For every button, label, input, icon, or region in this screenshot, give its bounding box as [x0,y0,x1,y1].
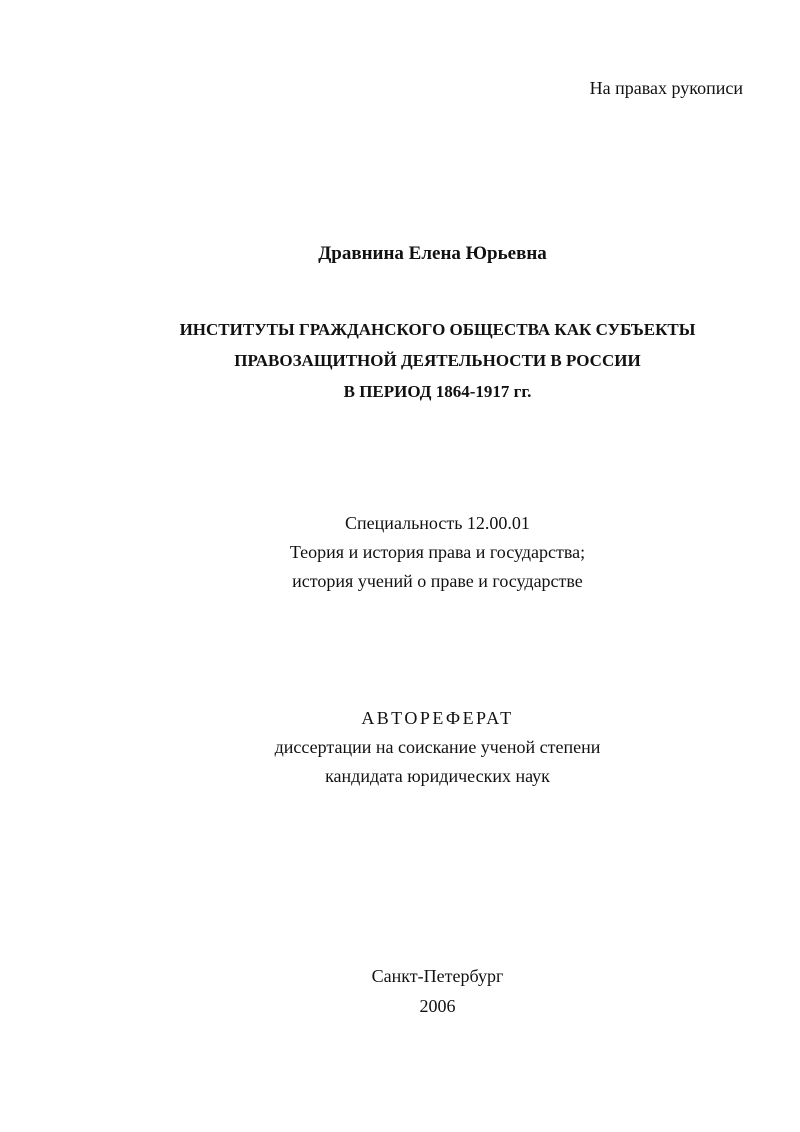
year: 2006 [419,996,456,1016]
title-line-1: ИНСТИТУТЫ ГРАЖДАНСКОГО ОБЩЕСТВА КАК СУБЪЕКТЫ [179,320,696,339]
abstract-description-line-2: кандидата юридических наук [325,766,550,786]
title-line-2: ПРАВОЗАЩИТНОЙ ДЕЯТЕЛЬНОСТИ В РОССИИ [234,351,641,370]
title-line-3: В ПЕРИОД 1864-1917 гг. [343,382,532,401]
city: Санкт-Петербург [371,966,504,986]
imprint-block [0,961,800,1021]
manuscript-rights-note: На правах рукописи [589,78,743,98]
author-name: Дравнина Елена Юрьевна [318,243,547,264]
dissertation-title [0,314,800,407]
abstract-block [0,704,800,791]
abstract-description-line-1: диссертации на соискание ученой степени [274,737,601,757]
specialty-code: Специальность 12.00.01 [345,513,530,533]
specialty-name-line-2: история учений о праве и государстве [292,571,583,591]
specialty-block [0,509,800,596]
specialty-name-line-1: Теория и история права и государства; [289,542,586,562]
abstract-heading: АВТОРЕФЕРАТ [361,708,514,728]
